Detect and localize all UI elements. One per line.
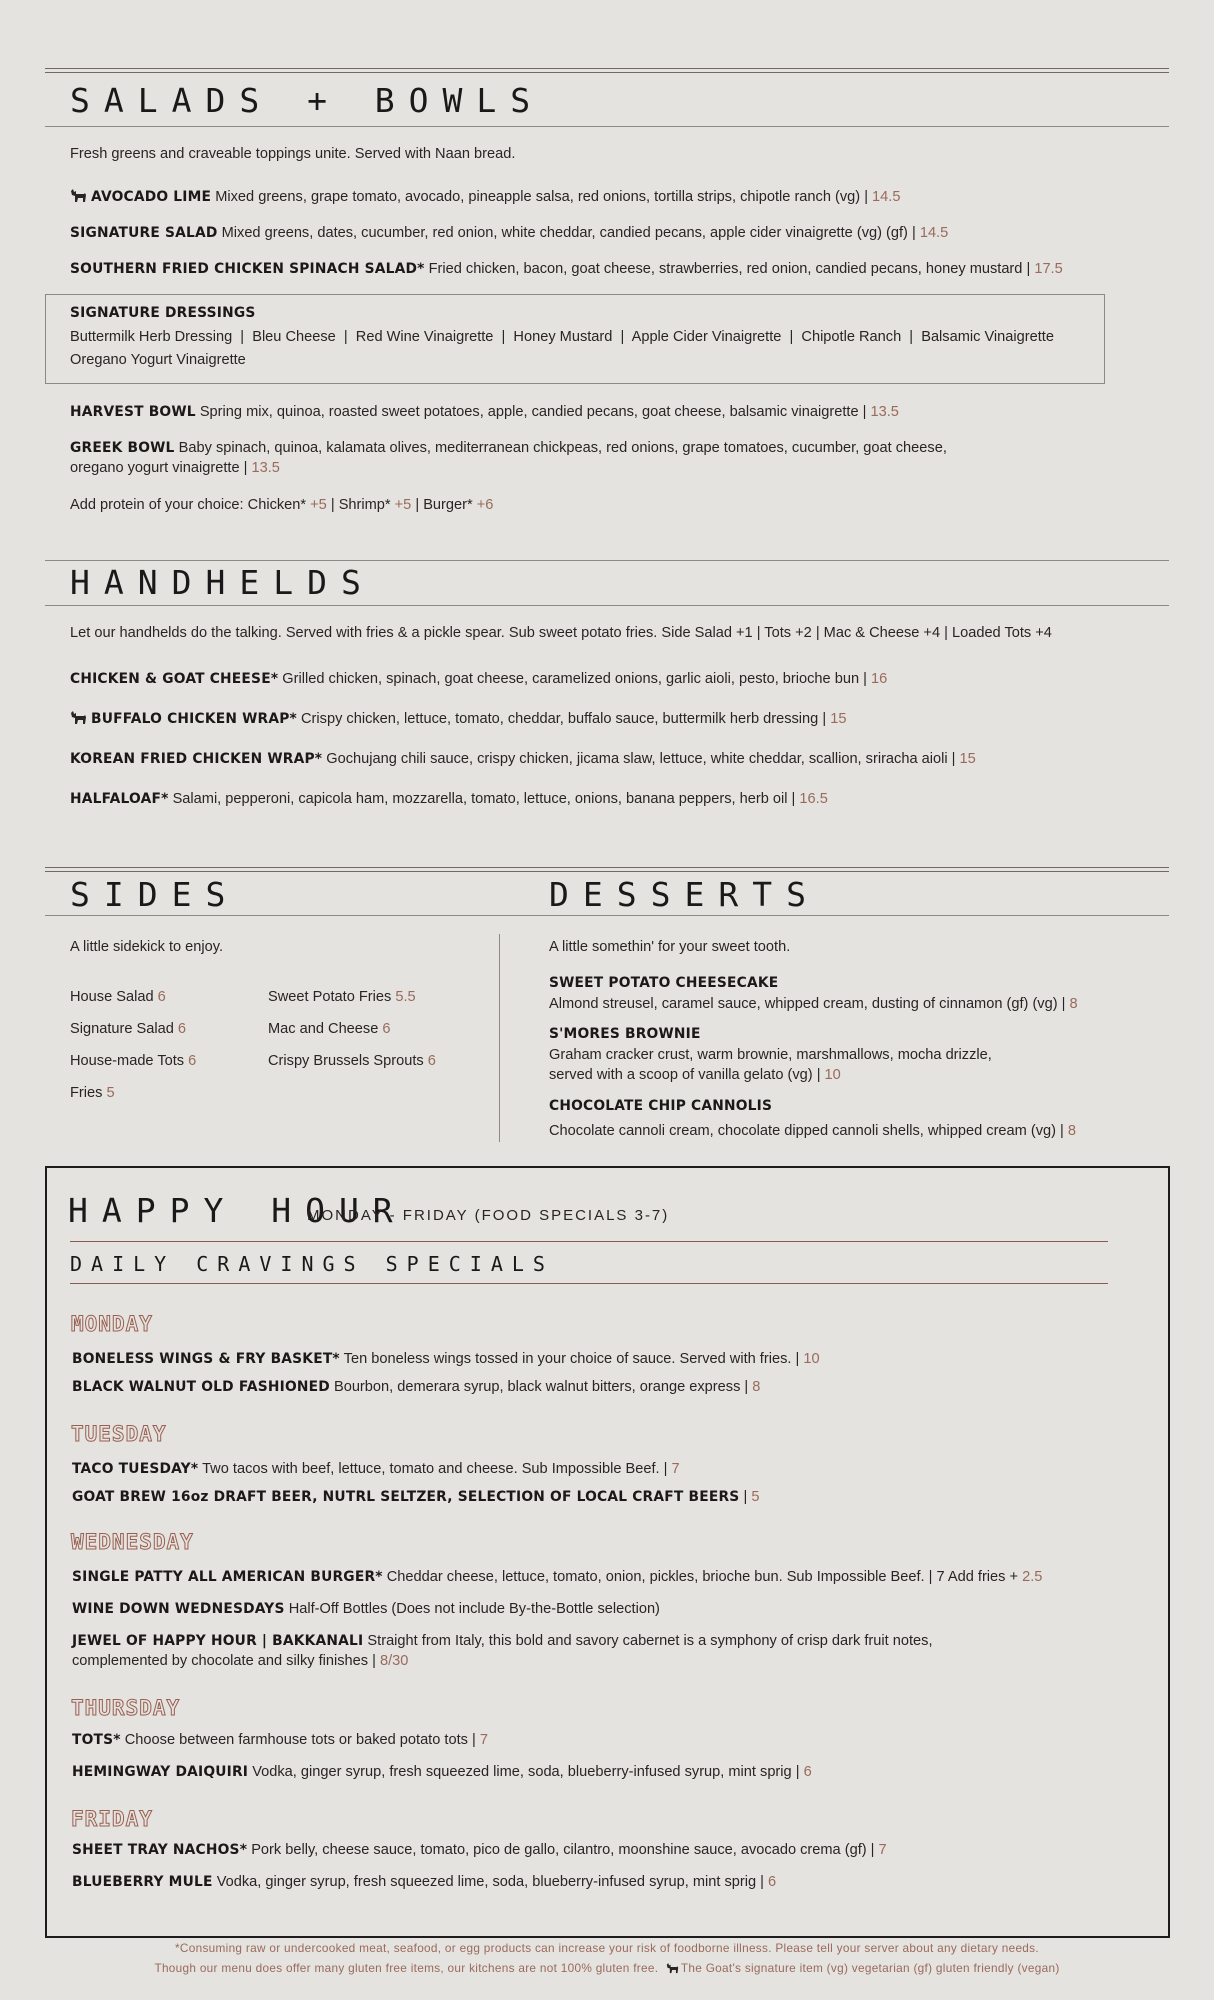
sides-rule-top bbox=[45, 867, 1169, 868]
signature-dressings-title: SIGNATURE DRESSINGS bbox=[70, 305, 256, 321]
menu-item-halfaloaf: HALFALOAF* Salami, pepperoni, capicola ham, mozzarella, tomato, lettuce, onions, banana peppers, herb oil | 16.5 bbox=[70, 791, 828, 807]
goat-icon bbox=[70, 189, 87, 203]
day-heading-wednesday: WEDNESDAY bbox=[71, 1530, 194, 1554]
special-item: BLACK WALNUT OLD FASHIONED Bourbon, demerara syrup, black walnut bitters, orange express | 8 bbox=[72, 1379, 761, 1395]
footer-legend: Though our menu does offer many gluten free items, our kitchens are not 100% gluten free. The Goat's signature item (vg) vegetarian (gf) gluten friendly (vegan) bbox=[154, 1961, 1060, 1975]
sides-title: SIDES bbox=[70, 875, 240, 914]
special-item: GOAT BREW 16oz DRAFT BEER, NUTRL SELTZER, SELECTION OF LOCAL CRAFT BEERS | 5 bbox=[72, 1489, 760, 1505]
special-item: WINE DOWN WEDNESDAYS Half-Off Bottles (Does not include By-the-Bottle selection) bbox=[72, 1601, 660, 1617]
handhelds-intro: Let our handhelds do the talking. Served with fries & a pickle spear. Sub sweet potato fries. Side Salad +1 | Tots +2 | Mac & Cheese +4 | Loaded Tots +4 bbox=[70, 625, 1052, 641]
sides-rule-top-2 bbox=[45, 871, 1169, 872]
sides-title-rule bbox=[45, 915, 1169, 916]
special-item: BLUEBERRY MULE Vodka, ginger syrup, fresh squeezed lime, soda, blueberry-infused syrup, mint sprig | 6 bbox=[72, 1874, 777, 1890]
side-item: Crispy Brussels Sprouts 6 bbox=[268, 1053, 436, 1069]
dessert-name: S'MORES BROWNIE bbox=[549, 1026, 701, 1042]
dessert-desc: served with a scoop of vanilla gelato (vg) | 10 bbox=[549, 1067, 841, 1083]
desserts-title: DESSERTS bbox=[549, 875, 820, 914]
menu-item-signature-salad: SIGNATURE SALAD Mixed greens, dates, cucumber, red onion, white cheddar, candied pecans, apple cider vinaigrette (vg) (gf) | 14.5 bbox=[70, 225, 949, 241]
top-rule bbox=[45, 68, 1169, 69]
menu-item-southern-fried-chicken-salad: SOUTHERN FRIED CHICKEN SPINACH SALAD* Fried chicken, bacon, goat cheese, strawberries, red onion, candied pecans, honey mustard | 17.5 bbox=[70, 261, 1063, 277]
day-heading-monday: MONDAY bbox=[71, 1312, 153, 1336]
special-item: HEMINGWAY DAIQUIRI Vodka, ginger syrup, fresh squeezed lime, soda, blueberry-infused syrup, mint sprig | 6 bbox=[72, 1764, 812, 1780]
handhelds-rule-top bbox=[45, 560, 1169, 561]
special-item-cont: complemented by chocolate and silky finishes | 8/30 bbox=[72, 1653, 409, 1669]
day-heading-thursday: THURSDAY bbox=[71, 1696, 181, 1720]
menu-item-buffalo-chicken-wrap: BUFFALO CHICKEN WRAP* Crispy chicken, lettuce, tomato, cheddar, buffalo sauce, buttermilk herb dressing | 15 bbox=[70, 709, 846, 729]
goat-icon bbox=[666, 1963, 679, 1974]
day-heading-tuesday: TUESDAY bbox=[71, 1422, 167, 1446]
menu-item-avocado-lime: AVOCADO LIME Mixed greens, grape tomato, avocado, pineapple salsa, red onions, tortilla strips, chipotle ranch (vg) | 14.5 bbox=[70, 187, 900, 207]
special-item: BONELESS WINGS & FRY BASKET* Ten boneless wings tossed in your choice of sauce. Served with fries. | 10 bbox=[72, 1351, 820, 1367]
add-protein: Add protein of your choice: Chicken* +5 | Shrimp* +5 | Burger* +6 bbox=[70, 497, 494, 513]
side-item: House Salad 6 bbox=[70, 989, 166, 1005]
side-item: Signature Salad 6 bbox=[70, 1021, 187, 1037]
special-item: TOTS* Choose between farmhouse tots or baked potato tots | 7 bbox=[72, 1732, 488, 1748]
menu-item-harvest-bowl: HARVEST BOWL Spring mix, quinoa, roasted sweet potatoes, apple, candied pecans, goat cheese, balsamic vinaigrette | 13.5 bbox=[70, 404, 899, 420]
dessert-name: CHOCOLATE CHIP CANNOLIS bbox=[549, 1098, 773, 1114]
menu-item-chicken-goat-cheese: CHICKEN & GOAT CHEESE* Grilled chicken, spinach, goat cheese, caramelized onions, garlic aioli, pesto, brioche bun | 16 bbox=[70, 671, 888, 687]
side-item: House-made Tots 6 bbox=[70, 1053, 197, 1069]
goat-icon bbox=[70, 711, 87, 725]
special-item: SHEET TRAY NACHOS* Pork belly, cheese sauce, tomato, pico de gallo, cilantro, moonshine sauce, avocado crema (gf) | 7 bbox=[72, 1842, 887, 1858]
signature-dressings-list-2: Oregano Yogurt Vinaigrette bbox=[70, 352, 246, 368]
dessert-desc: Graham cracker crust, warm brownie, marshmallows, mocha drizzle, bbox=[549, 1047, 992, 1063]
column-divider bbox=[499, 934, 500, 1142]
sides-intro: A little sidekick to enjoy. bbox=[70, 939, 224, 955]
salads-title-rule bbox=[45, 126, 1169, 127]
happy-hour-title: HAPPY HOUR bbox=[68, 1191, 407, 1230]
dessert-name: SWEET POTATO CHEESECAKE bbox=[549, 975, 779, 991]
happy-hour-box bbox=[45, 1166, 1170, 1938]
daily-cravings-rule bbox=[70, 1283, 1108, 1284]
dessert-desc: Chocolate cannoli cream, chocolate dipped cannoli shells, whipped cream (vg) | 8 bbox=[549, 1123, 1077, 1139]
side-item: Fries 5 bbox=[70, 1085, 115, 1101]
signature-dressings-list: Buttermilk Herb Dressing | Bleu Cheese | Red Wine Vinaigrette | Honey Mustard | Apple Cider Vinaigrette | Chipotle Ranch | Balsamic Vinaigrette bbox=[70, 329, 1054, 345]
desserts-intro: A little somethin' for your sweet tooth. bbox=[549, 939, 791, 955]
happy-hour-rule bbox=[70, 1241, 1108, 1242]
happy-hour-subtitle: MONDAY - FRIDAY (FOOD SPECIALS 3-7) bbox=[307, 1207, 670, 1224]
special-item: TACO TUESDAY* Two tacos with beef, lettuce, tomato and cheese. Sub Impossible Beef. | 7 bbox=[72, 1461, 680, 1477]
salads-title: SALADS + BOWLS bbox=[70, 81, 545, 120]
menu-item-greek-bowl: GREEK BOWL Baby spinach, quinoa, kalamata olives, mediterranean chickpeas, red onions, grape tomatoes, cucumber, goat cheese, bbox=[70, 440, 947, 456]
footer-disclaimer: *Consuming raw or undercooked meat, seafood, or egg products can increase your risk of foodborne illness. Please tell your server about any dietary needs. bbox=[175, 1941, 1039, 1955]
side-item: Mac and Cheese 6 bbox=[268, 1021, 391, 1037]
top-rule-2 bbox=[45, 72, 1169, 73]
handhelds-title: HANDHELDS bbox=[70, 563, 375, 602]
side-item: Sweet Potato Fries 5.5 bbox=[268, 989, 416, 1005]
menu-item-korean-fried-chicken-wrap: KOREAN FRIED CHICKEN WRAP* Gochujang chili sauce, crispy chicken, jicama slaw, lettuce, white cheddar, scallion, sriracha aioli | 15 bbox=[70, 751, 976, 767]
day-heading-friday: FRIDAY bbox=[71, 1807, 153, 1831]
salads-intro: Fresh greens and craveable toppings unite. Served with Naan bread. bbox=[70, 146, 516, 162]
menu-item-greek-bowl-2: oregano yogurt vinaigrette | 13.5 bbox=[70, 460, 280, 476]
handhelds-title-rule bbox=[45, 605, 1169, 606]
special-item: SINGLE PATTY ALL AMERICAN BURGER* Cheddar cheese, lettuce, tomato, onion, pickles, brioche bun. Sub Impossible Beef. | 7 Add fries + 2.5 bbox=[72, 1569, 1043, 1585]
daily-cravings-title: DAILY CRAVINGS SPECIALS bbox=[70, 1252, 554, 1276]
dessert-desc: Almond streusel, caramel sauce, whipped cream, dusting of cinnamon (gf) (vg) | 8 bbox=[549, 996, 1078, 1012]
special-item: JEWEL OF HAPPY HOUR | BAKKANALI Straight from Italy, this bold and savory cabernet is a symphony of crisp dark fruit notes, bbox=[72, 1633, 933, 1649]
